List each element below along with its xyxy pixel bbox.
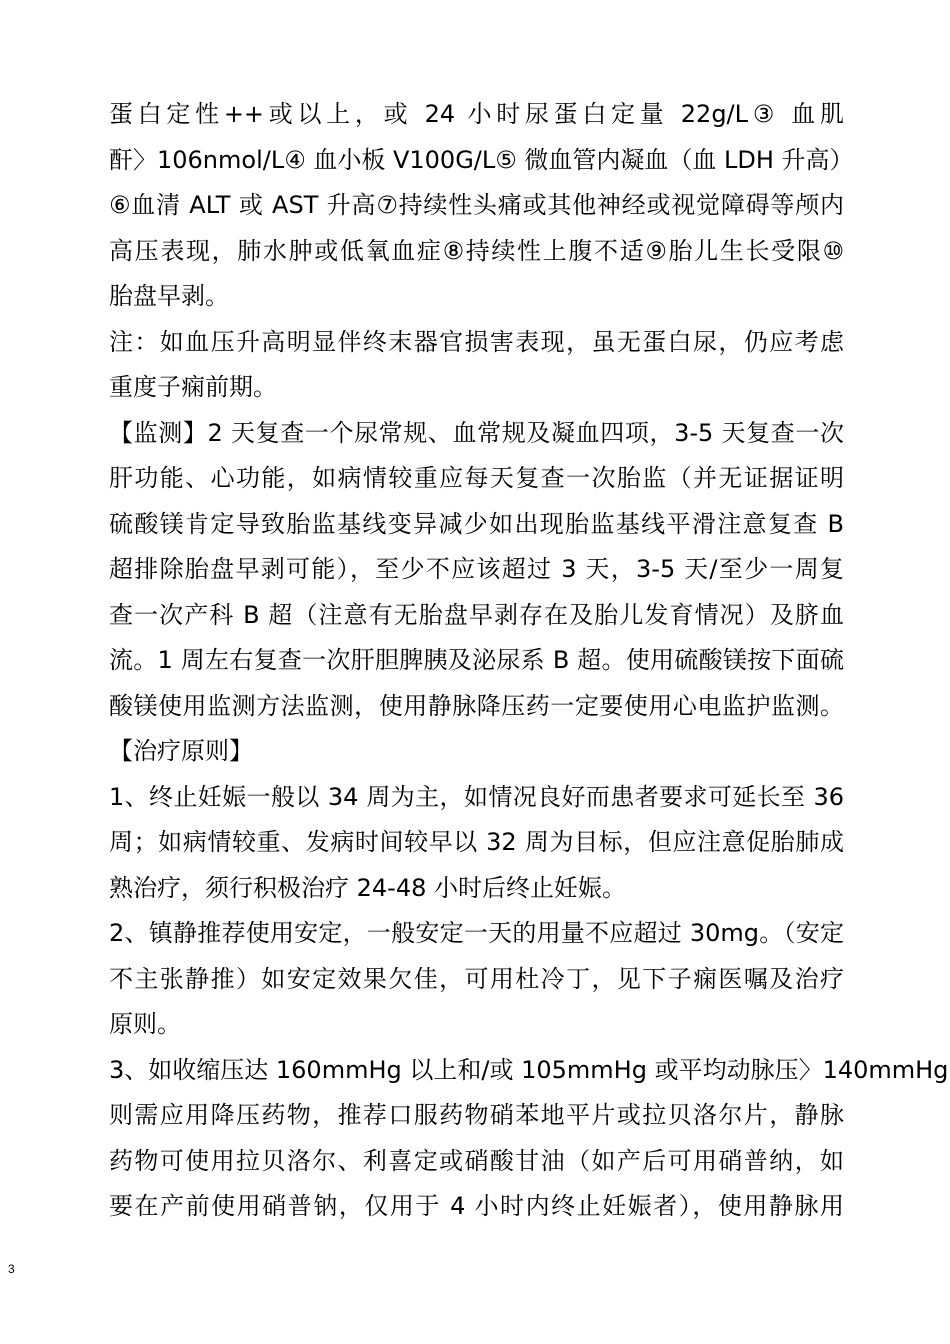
text-line: 【监测】2 天复查一个尿常规、血常规及凝血四项，3-5 天复查一次 [109,418,844,447]
text-line: 注：如血压升高明显伴终末器官损害表现，虽无蛋白尿，仍应考虑 [109,327,844,356]
text-line: 重度子痫前期。 [109,373,277,401]
text-line: 周；如病情较重、发病时间较早以 32 周为目标，但应注意促胎肺成 [109,828,844,856]
text-line: 酸镁使用监测方法监测，使用静脉降压药一定要使用心电监护监测。 [109,691,844,720]
text-line: 【治疗原则】 [109,737,253,765]
text-line: 原则。 [109,1010,181,1038]
text-line: 3、如收缩压达 160mmHg 以上和/或 105mmHg 或平均动脉压〉140mmHg [109,1055,949,1084]
text-line: 不主张静推）如安定效果欠佳，可用杜冷丁，见下子痫医嘱及治疗 [109,964,844,993]
text-line: 硫酸镁肯定导致胎监基线变异减少如出现胎监基线平滑注意复查 B [109,509,844,538]
document-body [109,92,949,1230]
text-line: 流。1 周左右复查一次肝胆脾胰及泌尿系 B 超。使用硫酸镁按下面硫 [109,646,844,674]
text-line: 1、终止妊娠一般以 34 周为主，如情况良好而患者要求可延长至 36 [109,782,844,811]
text-line: 酐〉106nmol/L④ 血小板 V100G/L⑤ 微血管内凝血（血 LDH 升高） [109,145,854,174]
text-line: 熟治疗，须行积极治疗 24-48 小时后终止妊娠。 [109,873,626,902]
text-line: 要在产前使用硝普钠，仅用于 4 小时内终止妊娠者），使用静脉用 [109,1192,844,1220]
text-line: 查一次产科 B 超（注意有无胎盘早剥存在及胎儿发育情况）及脐血 [109,600,844,629]
text-line: 蛋白定性++或以上，或 24 小时尿蛋白定量 22g/L③ 血肌 [109,100,844,128]
page-number: 3 [8,1262,15,1276]
text-line: 肝功能、心功能，如病情较重应每天复查一次胎监（并无证据证明 [109,464,844,492]
text-line: 超排除胎盘早剥可能），至少不应该超过 3 天，3-5 天/至少一周复 [109,555,844,583]
text-line: 2、镇静推荐使用安定，一般安定一天的用量不应超过 30mg。（安定 [109,919,844,947]
text-line: 胎盘早剥。 [109,282,229,310]
text-line: 药物可使用拉贝洛尔、利喜定或硝酸甘油（如产后可用硝普纳，如 [109,1146,844,1175]
text-line: ⑥血清 ALT 或 AST 升高⑦持续性头痛或其他神经或视觉障碍等颅内 [109,191,844,219]
text-line: 则需应用降压药物，推荐口服药物硝苯地平片或拉贝洛尔片，静脉 [109,1101,844,1129]
text-line: 高压表现，肺水肿或低氧血症⑧持续性上腹不适⑨胎儿生长受限⑩ [109,236,844,265]
